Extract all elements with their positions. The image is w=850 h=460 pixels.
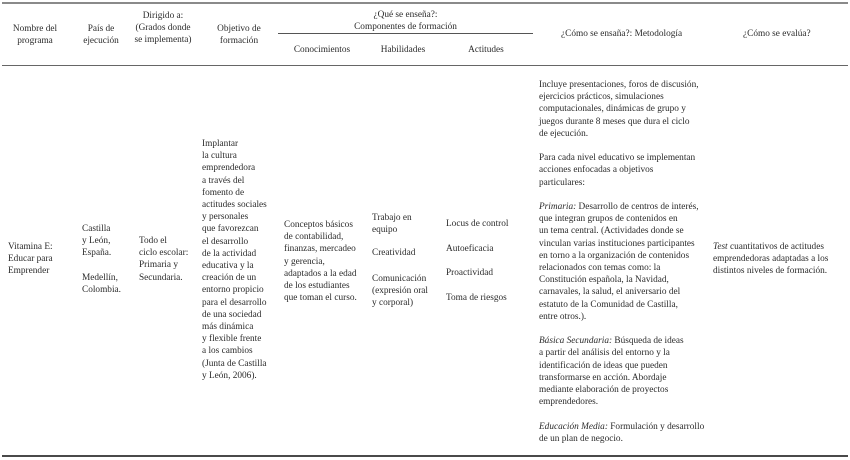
header-metodologia: ¿Cómo se ensaña?: Metodología [561, 29, 683, 39]
header-conocimientos: Conocimientos [293, 45, 351, 55]
cell-objetivo: Implantar la cultura emprendedora a través del fomento de actitudes sociales y personales que favorezcan el desarrollo de la actividad educativa y la creación de un entorno propicio para el desarrollo de una sociedad más dinámica y flexible frente a los cambios (Junta de Castilla y León, 2006). [202, 139, 267, 381]
cell-evaluacion: Test cuantitativos de actitudes emprendedoras adaptadas a los distintos niveles de formación. [713, 242, 829, 277]
header-pais: País de ejecución [83, 24, 119, 47]
evaluacion-lead: Test [713, 242, 728, 252]
metodologia-media: Educación Media: Formulación y desarrollo de un plan de negocio. [539, 421, 705, 444]
header-evaluacion: ¿Cómo se evalúa? [743, 29, 811, 39]
cell-actitudes [446, 218, 530, 304]
actitud-3: Toma de riesgos [446, 293, 507, 304]
cell-metodologia [539, 79, 711, 445]
metodologia-secundaria: Básica Secundaria: Búsqueda de ideas a partir del análisis del entorno y la identificación de ideas que pueden transformarse en acción. Abordaje mediante elaboración de proyectos emprendedores. [539, 336, 684, 408]
cell-conocimientos: Conceptos básicos de contabilidad, finanzas, mercadeo y gerencia, adaptados a la edad de los estudiantes que toman el curso. [284, 220, 357, 304]
table-header-rule [2, 65, 848, 66]
actitud-0: Locus de control [446, 219, 509, 229]
header-que-se-ensena [278, 9, 533, 33]
header-nombre: Nombre del programa [12, 24, 58, 47]
subheader-rule [278, 33, 533, 34]
header-que-se-ensena-l2: Componentes de formación [354, 22, 457, 33]
header-dirigido: Dirigido a: (Grados donde se implementa) [134, 11, 192, 46]
table-top-rule [2, 2, 848, 4]
actitud-2: Proactividad [446, 268, 493, 279]
metodologia-niveles: Para cada nivel educativo se implementan acciones enfocadas a objetivos particulares: [539, 153, 696, 188]
cell-habilidades [372, 212, 444, 309]
cell-pais: Castilla y León, España. Medellín, Colombia. [82, 224, 121, 295]
metodologia-primaria: Primaria: Desarrollo de centros de interés, que integran grupos de contenidos en un tema central. (Actividades donde se vinculan varias instituciones participantes en torno a la organización de contenidos relacionados con temas como: la Constitución española, la Navidad, carnavales, la salud, el aniversario del estatuto de la Comunidad de Castilla, entre otros.). [539, 202, 699, 322]
cell-nombre: Vitamina E: Educar para Emprender [8, 242, 53, 277]
habilidad-comunicacion: Comunicación (expresión oral y corporal) [372, 273, 429, 309]
header-objetivo: Objetivo de formación [217, 24, 261, 47]
actitud-1: Autoeficacia [446, 243, 494, 254]
habilidad-trabajo-equipo: Trabajo en equipo [372, 213, 412, 236]
cell-dirigido: Todo el ciclo escolar: Primaria y Secundaria. [139, 236, 189, 283]
metodologia-intro: Incluye presentaciones, foros de discusión, ejercicios prácticos, simulaciones computacionales, dinámicas de grupo y juegos durante 8 meses que dura el ciclo de ejecución. [539, 80, 699, 139]
header-que-se-ensena-l1: ¿Qué se enseña?: [373, 10, 438, 20]
header-habilidades: Habilidades [380, 45, 426, 55]
table-bottom-rule [2, 455, 848, 457]
header-actitudes: Actitudes [468, 45, 504, 55]
habilidad-creatividad: Creatividad [372, 248, 416, 259]
